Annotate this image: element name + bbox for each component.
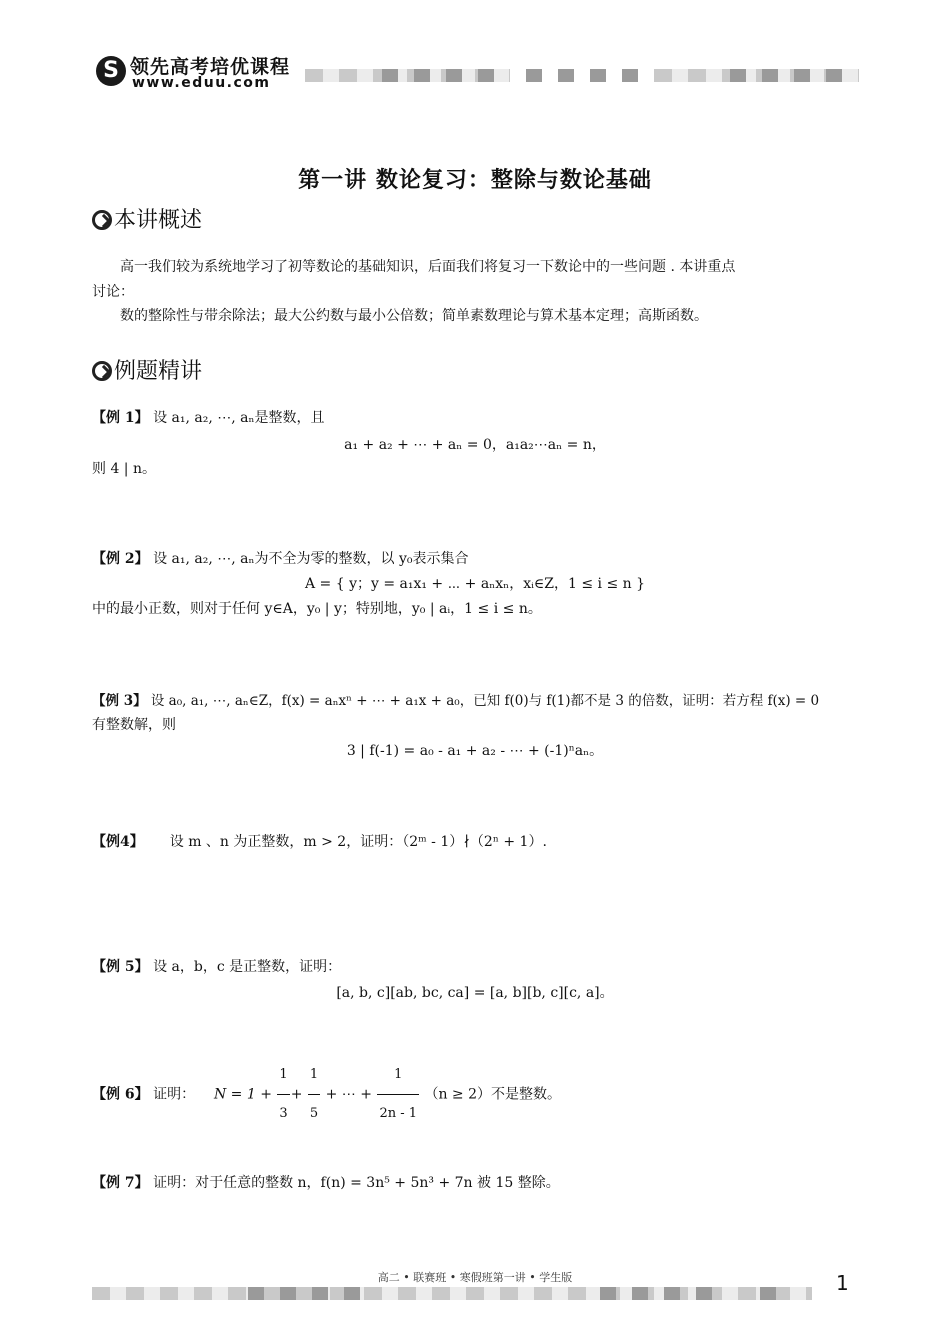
examples-heading: 例题精讲 [92, 354, 202, 385]
example-3-formula: 3 | f(-1) = a₀ - a₁ + a₂ - ⋯ + (-1)ⁿaₙ。 [346, 743, 604, 759]
page-title: 第一讲 数论复习：整除与数论基础 [298, 167, 652, 193]
footer-block [312, 1287, 328, 1300]
footer-block [280, 1287, 296, 1300]
footer-block [760, 1287, 776, 1300]
header-block [414, 69, 430, 82]
footer-block [696, 1287, 712, 1300]
overview-heading: 本讲概述 [92, 203, 202, 234]
example-3-line2: 有整数解，则 [92, 717, 176, 733]
example-7: 【例 7】 证明：对于任意的整数 n，f(n) = 3n⁵ + 5n³ + 7n 被 15 整除。 [92, 1175, 560, 1191]
example-4: 【例4】 设 m 、n 为正整数，m > 2，证明：（2ᵐ - 1）∤（2ⁿ + 1）. [92, 834, 547, 850]
example-2-conclusion: 中的最小正数，则对于任何 y∈A，y₀ | y；特别地，y₀ | aᵢ，1 ≤ i ≤ n。 [92, 601, 542, 617]
section-refresh-icon [92, 361, 112, 381]
example-5-formula: [a, b, c][ab, bc, ca] = [a, b][b, c][c, a]。 [336, 985, 614, 1001]
example-3: 【例 3】 设 a₀, a₁, ⋯, aₙ∈Z，f(x) = aₙxⁿ + ⋯ + a₁x + a₀，已知 f(0)与 f(1)都不是 3 的倍数，证明：若方程 f(x) = 0 [92, 693, 820, 709]
brand-url: www.eduu.com [132, 75, 271, 91]
section-refresh-icon [92, 210, 112, 230]
overview-para2: 数的整除性与带余除法；最大公约数与最小公倍数；简单素数理论与算术基本定理；高斯函数。 [120, 308, 708, 324]
fraction-1-2n-1: $\frac{1}{2n - 1}$ [377, 1056, 419, 1133]
header-block [762, 69, 778, 82]
header-block [478, 69, 494, 82]
header-block [730, 69, 746, 82]
example-2-formula: A = { y；y = a₁x₁ + ⋯ + aₙxₙ，xᵢ∈Z，1 ≤ i ≤ n } [304, 576, 646, 592]
example-1-conclusion: 则 4 | n。 [92, 461, 156, 477]
footer-block [344, 1287, 360, 1300]
example-5: 【例 5】 设 a，b，c 是正整数，证明： [92, 959, 342, 975]
brand-name: 领先高考培优课程 [130, 56, 291, 78]
page-number: 1 [836, 1271, 849, 1295]
overview-para1-line1: 高一我们较为系统地学习了初等数论的基础知识，后面我们将复习一下数论中的一些问题 . 本讲重点 [120, 259, 736, 275]
fraction-1-5: $\frac{1}{5}$ [308, 1056, 320, 1133]
overview-para1-line2: 讨论： [92, 284, 134, 300]
footer-block [248, 1287, 264, 1300]
footer-block [664, 1287, 680, 1300]
footer-block [600, 1287, 616, 1300]
header-block [526, 69, 542, 82]
example-1: 【例 1】 设 a₁, a₂, ⋯, aₙ是整数，且 [92, 410, 325, 426]
example-2: 【例 2】 设 a₁, a₂, ⋯, aₙ为不全为零的整数，以 y₀表示集合 [92, 551, 469, 567]
example-6: 【例 6】 证明： N = 1 + $\frac{1}{3}$ + $\frac{1}{5}$ + ⋯ + $\frac{1}{2n - 1}$ （n ≥ 2）不是整数。 [92, 1056, 561, 1133]
header-block [382, 69, 398, 82]
header-block [826, 69, 842, 82]
header-block [622, 69, 638, 82]
header-block [590, 69, 606, 82]
footer-block [632, 1287, 648, 1300]
example-1-formula: a₁ + a₂ + ⋯ + aₙ = 0，a₁a₂⋯aₙ = n， [344, 437, 606, 453]
header-block [558, 69, 574, 82]
brand-logo-icon: S [96, 56, 126, 86]
header-block [794, 69, 810, 82]
fraction-1-3: $\frac{1}{3}$ [277, 1056, 289, 1133]
page-footer: 高二 • 联赛班 • 寒假班第一讲 • 学生版 [377, 1271, 573, 1284]
header-block [446, 69, 462, 82]
